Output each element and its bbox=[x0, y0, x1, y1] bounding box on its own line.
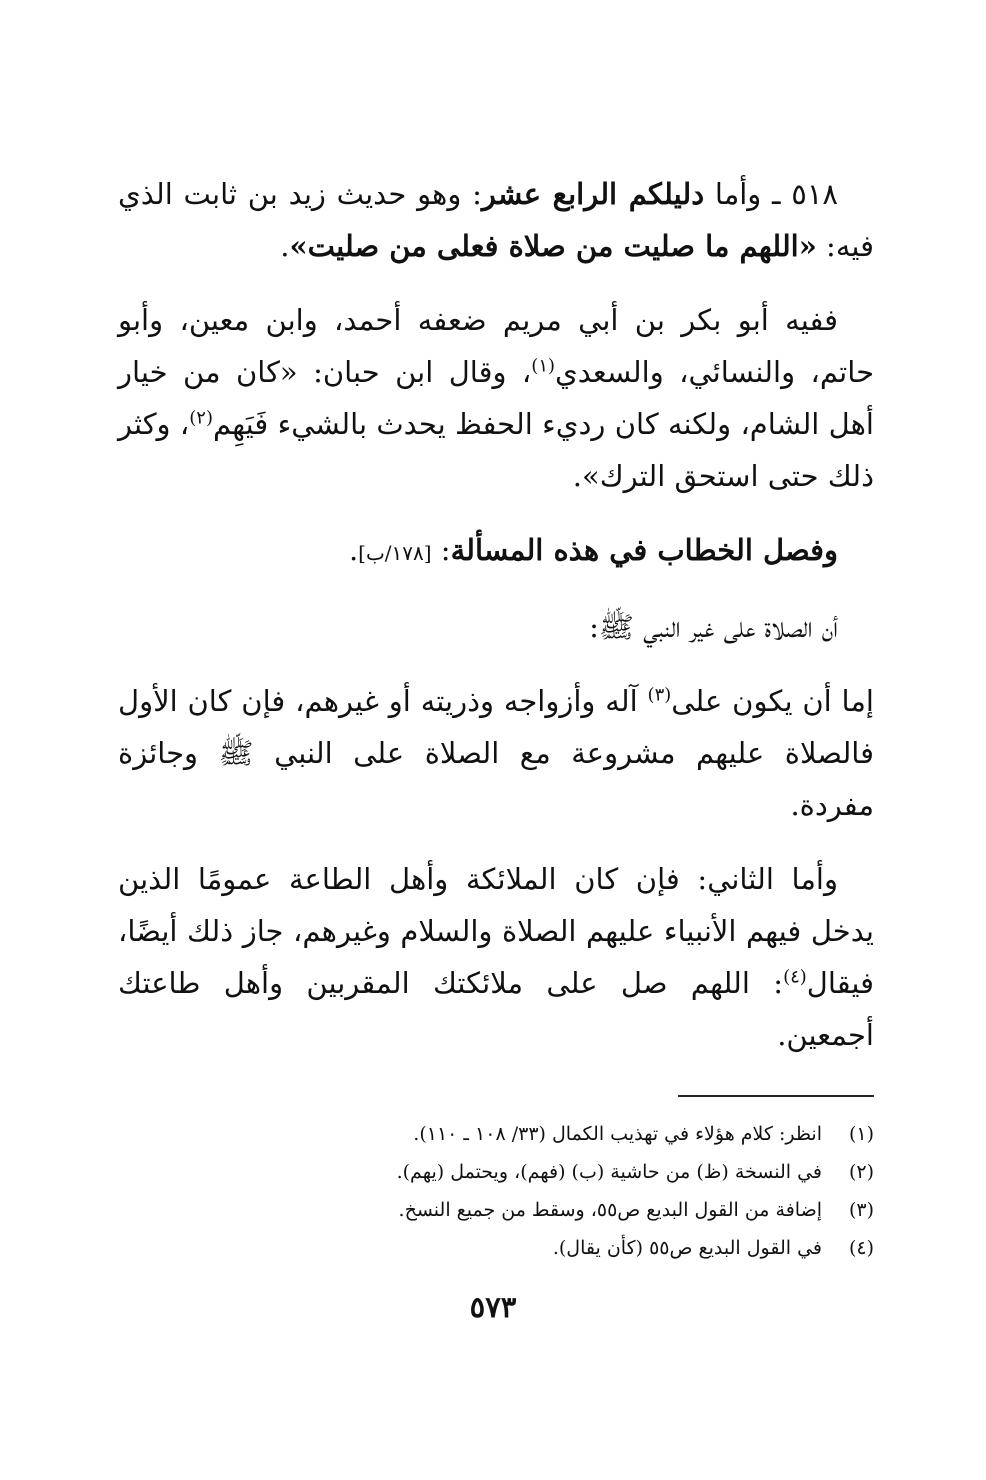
paragraph-text: ففيه أبو بكر بن أبي مريم ضعفه أحمد، وابن معين، وأبو حاتم، والنسائي، والسعدي bbox=[118, 303, 874, 389]
folio-marker: [١٧٨/ب] bbox=[358, 541, 432, 565]
footnotes bbox=[118, 1115, 874, 1267]
paragraph-text: آله وأزواجه وذريته أو غيرهم، فإن كان الأول فالصلاة عليهم مشروعة مع الصلاة على النبي ﷺ وجائزة مفردة. bbox=[118, 684, 874, 822]
footnote-ref[interactable]: (٤) bbox=[783, 966, 807, 988]
footnote bbox=[118, 1191, 874, 1229]
paragraph-second-case bbox=[118, 853, 874, 1061]
footnote-ref[interactable]: (٣) bbox=[647, 684, 672, 706]
paragraph-text: وأما الثاني: فإن كان الملائكة وأهل الطاعة عمومًا الذين يدخل فيهم الأنبياء عليهم الصلاة والسلام وغيرهم، جاز ذلك أيضًا، فيقال bbox=[118, 862, 874, 1000]
footnote-number: (١) bbox=[848, 1123, 874, 1145]
paragraph-text: إما أن يكون على bbox=[671, 684, 874, 718]
paragraph-number: ٥١٨ ـ وأما bbox=[704, 177, 838, 211]
page-number: ٥٧٣ bbox=[469, 1290, 517, 1324]
paragraph-text: . bbox=[348, 533, 359, 567]
paragraph-text: : bbox=[431, 533, 451, 567]
footnote bbox=[118, 1229, 874, 1267]
footnote-text: في القول البديع ص٥٥ (كأن يقال). bbox=[552, 1237, 822, 1259]
main-text bbox=[118, 168, 874, 1083]
paragraph-text: : وهو حديث زيد بن ثابت الذي فيه: bbox=[118, 177, 874, 263]
paragraph-text: أن الصلاة على غير النبي ﷺ: bbox=[589, 610, 838, 644]
paragraph-prayer bbox=[118, 601, 874, 653]
paragraph-decisive bbox=[118, 524, 874, 579]
paragraph-text: ، وكثر ذلك حتى استحق الترك». bbox=[118, 407, 874, 493]
hadith-quote: «اللهم ما صليت من صلاة فعلى من صليت» bbox=[289, 229, 817, 263]
footnote-number: (٣) bbox=[848, 1199, 874, 1221]
paragraph-narrators bbox=[118, 294, 874, 502]
footnote-text: إضافة من القول البديع ص٥٥، وسقط من جميع النسخ. bbox=[398, 1199, 822, 1221]
footnote-text: انظر: كلام هؤلاء في تهذيب الكمال (٣٣/ ١٠٨ ـ ١١٠). bbox=[413, 1123, 822, 1145]
bold-heading: دليلكم الرابع عشر bbox=[481, 177, 705, 211]
footnote-ref[interactable]: (١) bbox=[531, 355, 556, 377]
paragraph-text: ، وقال ابن حبان: «كان من خيار أهل الشام، ولكنه كان رديء الحفظ يحدث بالشيء فَيَهِم bbox=[118, 355, 874, 441]
bold-heading: وفصل الخطاب في هذه المسألة bbox=[450, 533, 838, 567]
footnote-ref[interactable]: (٢) bbox=[189, 407, 213, 429]
footnote bbox=[118, 1153, 874, 1191]
paragraph-first-case bbox=[118, 675, 874, 831]
footnote-text: في النسخة (ظ) من حاشية (ب) (فهم)، ويحتمل (يهم). bbox=[396, 1161, 822, 1183]
footnote-number: (٤) bbox=[848, 1237, 874, 1259]
footnote bbox=[118, 1115, 874, 1153]
paragraph-text: . bbox=[280, 229, 290, 263]
paragraph-518 bbox=[118, 168, 874, 272]
paragraph-text: : اللهم صل على ملائكتك المقربين وأهل طاعتك أجمعين. bbox=[118, 966, 874, 1052]
footnote-number: (٢) bbox=[848, 1161, 874, 1183]
footnote-separator bbox=[678, 1095, 874, 1097]
